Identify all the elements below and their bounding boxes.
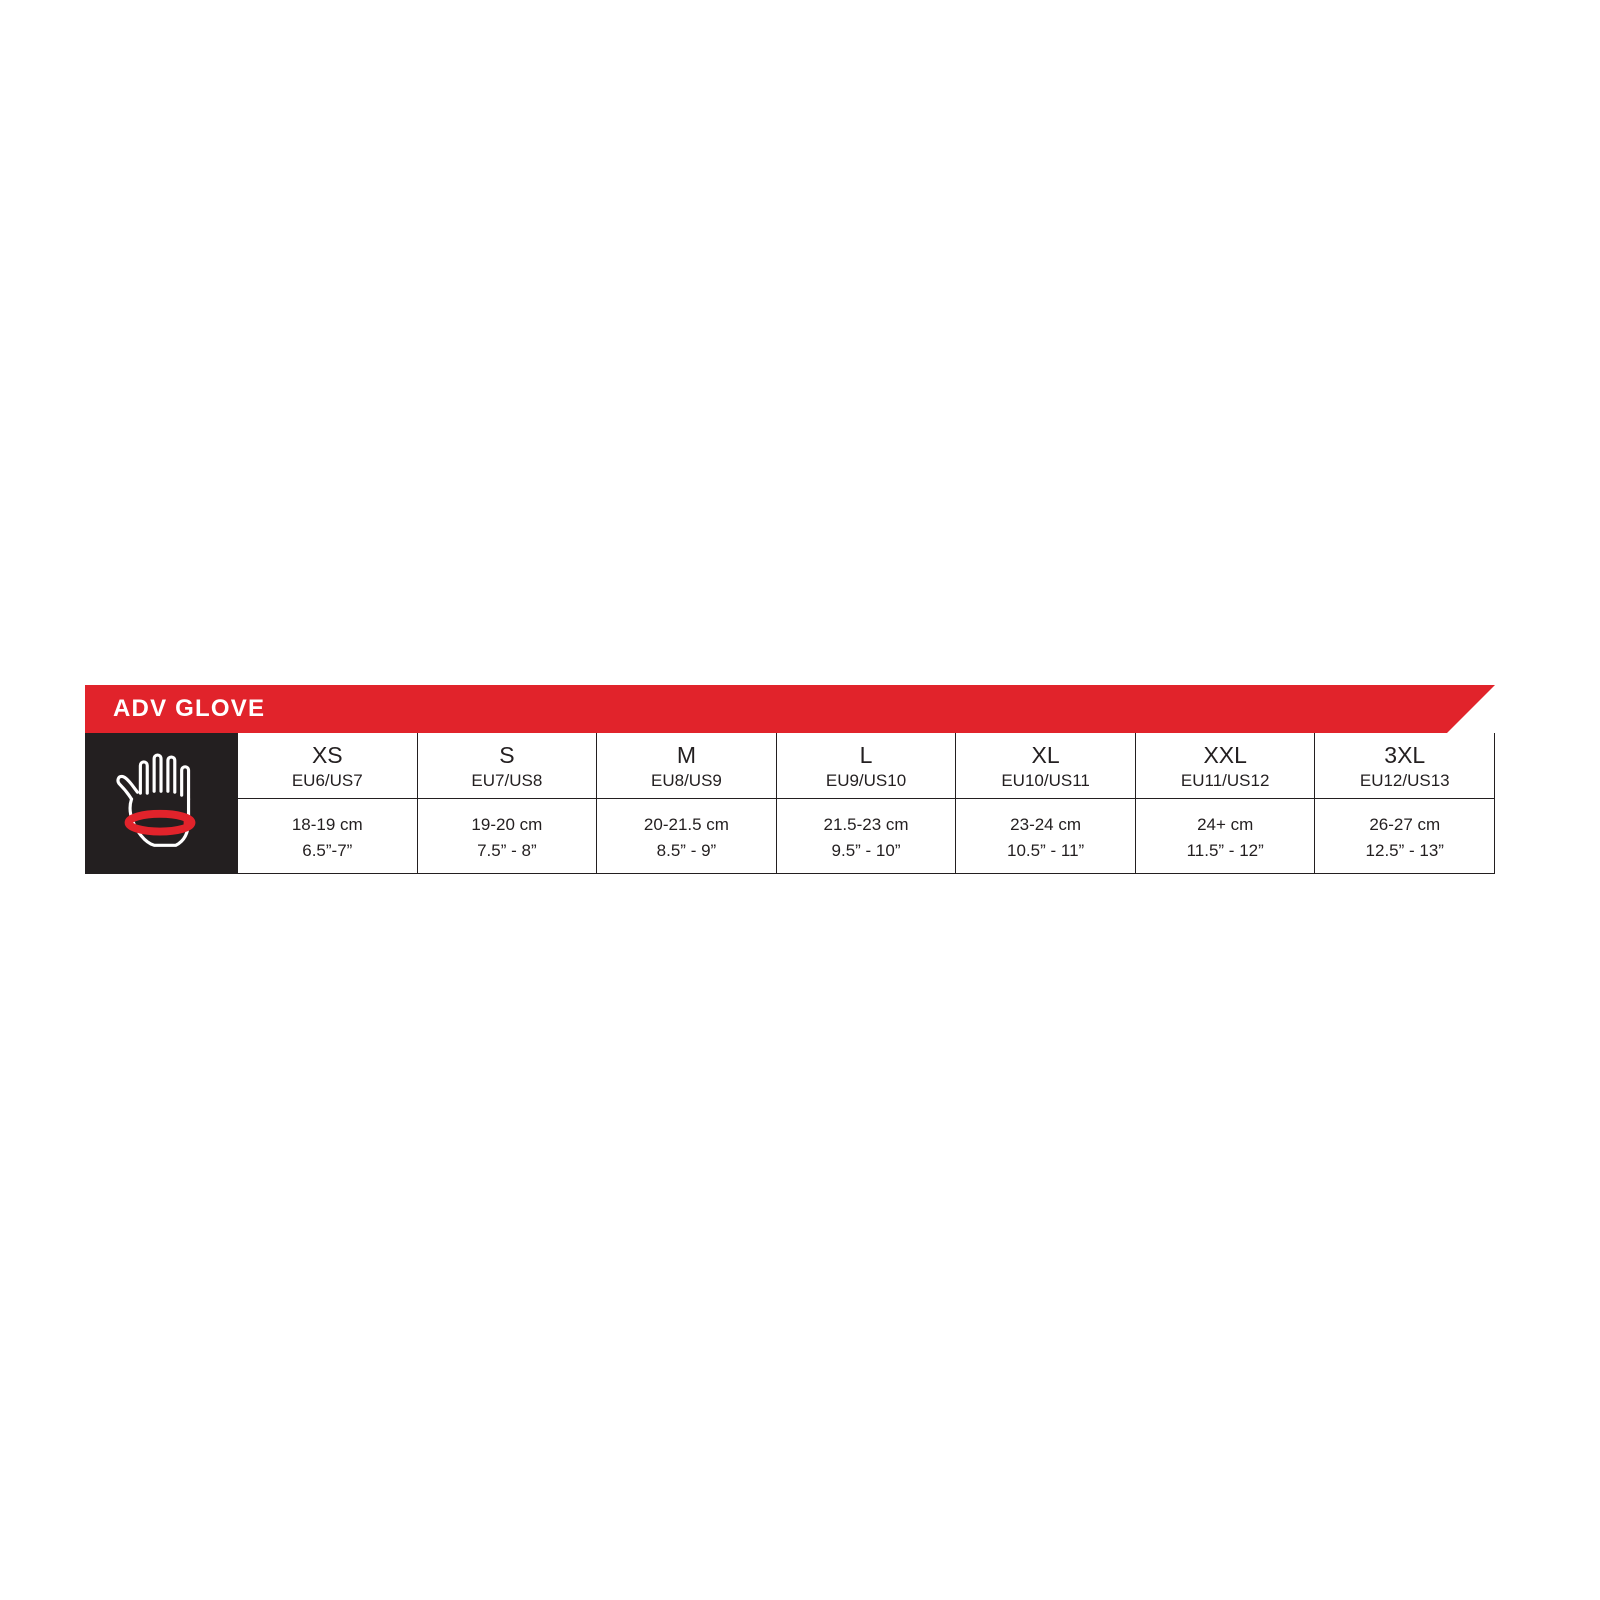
- size-values-3xl: [1315, 799, 1494, 873]
- size-eu-us: EU6/US7: [291, 770, 363, 790]
- size-column-3xl: [1314, 733, 1494, 873]
- size-label: XL: [1031, 742, 1060, 768]
- size-label: M: [676, 742, 697, 768]
- size-inch: 6.5”-7”: [302, 840, 353, 860]
- size-header-l: [777, 733, 956, 799]
- size-table: [85, 733, 1495, 874]
- size-cm: 23-24 cm: [1010, 815, 1082, 834]
- size-eu-us: EU7/US8: [471, 770, 543, 790]
- size-cm: 19-20 cm: [471, 815, 543, 834]
- size-column-l: [776, 733, 956, 873]
- size-eu-us: EU12/US13: [1359, 770, 1450, 790]
- size-inch: 7.5” - 8”: [477, 840, 537, 860]
- size-header-m: [597, 733, 776, 799]
- size-eu-us: EU8/US9: [651, 770, 722, 790]
- size-inch: 10.5” - 11”: [1007, 840, 1085, 860]
- size-header-xl: [956, 733, 1135, 799]
- size-column-s: [417, 733, 597, 873]
- size-inch: 9.5” - 10”: [831, 840, 901, 860]
- size-values-xxl: [1136, 799, 1315, 873]
- size-header-xxl: [1136, 733, 1315, 799]
- size-values-l: [777, 799, 956, 873]
- banner-background: [85, 685, 1495, 733]
- size-column-xl: [955, 733, 1135, 873]
- size-inch: 12.5” - 13”: [1365, 840, 1444, 860]
- size-label: L: [859, 742, 873, 768]
- size-cm: 20-21.5 cm: [643, 815, 729, 834]
- size-values-s: [418, 799, 597, 873]
- chart-banner: [85, 685, 1495, 733]
- size-chart: [85, 685, 1495, 874]
- size-columns: [238, 733, 1494, 873]
- size-column-xs: [238, 733, 417, 873]
- size-inch: 8.5” - 9”: [656, 840, 717, 860]
- size-label: XXL: [1203, 742, 1247, 768]
- size-header-s: [418, 733, 597, 799]
- size-cm: 21.5-23 cm: [823, 815, 909, 834]
- size-cm: 24+ cm: [1197, 815, 1254, 834]
- size-inch: 11.5” - 12”: [1186, 840, 1264, 860]
- size-label: S: [499, 742, 515, 768]
- size-label: 3XL: [1384, 742, 1426, 768]
- size-values-xl: [956, 799, 1135, 873]
- size-header-3xl: [1315, 733, 1494, 799]
- size-cm: 18-19 cm: [291, 815, 363, 834]
- size-values-xs: [238, 799, 417, 873]
- size-values-m: [597, 799, 776, 873]
- size-header-xs: [238, 733, 417, 799]
- size-label: XS: [311, 742, 343, 768]
- size-eu-us: EU11/US12: [1180, 770, 1270, 790]
- size-eu-us: EU9/US10: [825, 770, 907, 790]
- size-eu-us: EU10/US11: [1001, 770, 1090, 790]
- hand-measurement-icon: [86, 733, 238, 873]
- size-cm: 26-27 cm: [1369, 815, 1441, 834]
- chart-title: ADV GLOVE: [113, 695, 266, 722]
- size-column-xxl: [1135, 733, 1315, 873]
- size-column-m: [596, 733, 776, 873]
